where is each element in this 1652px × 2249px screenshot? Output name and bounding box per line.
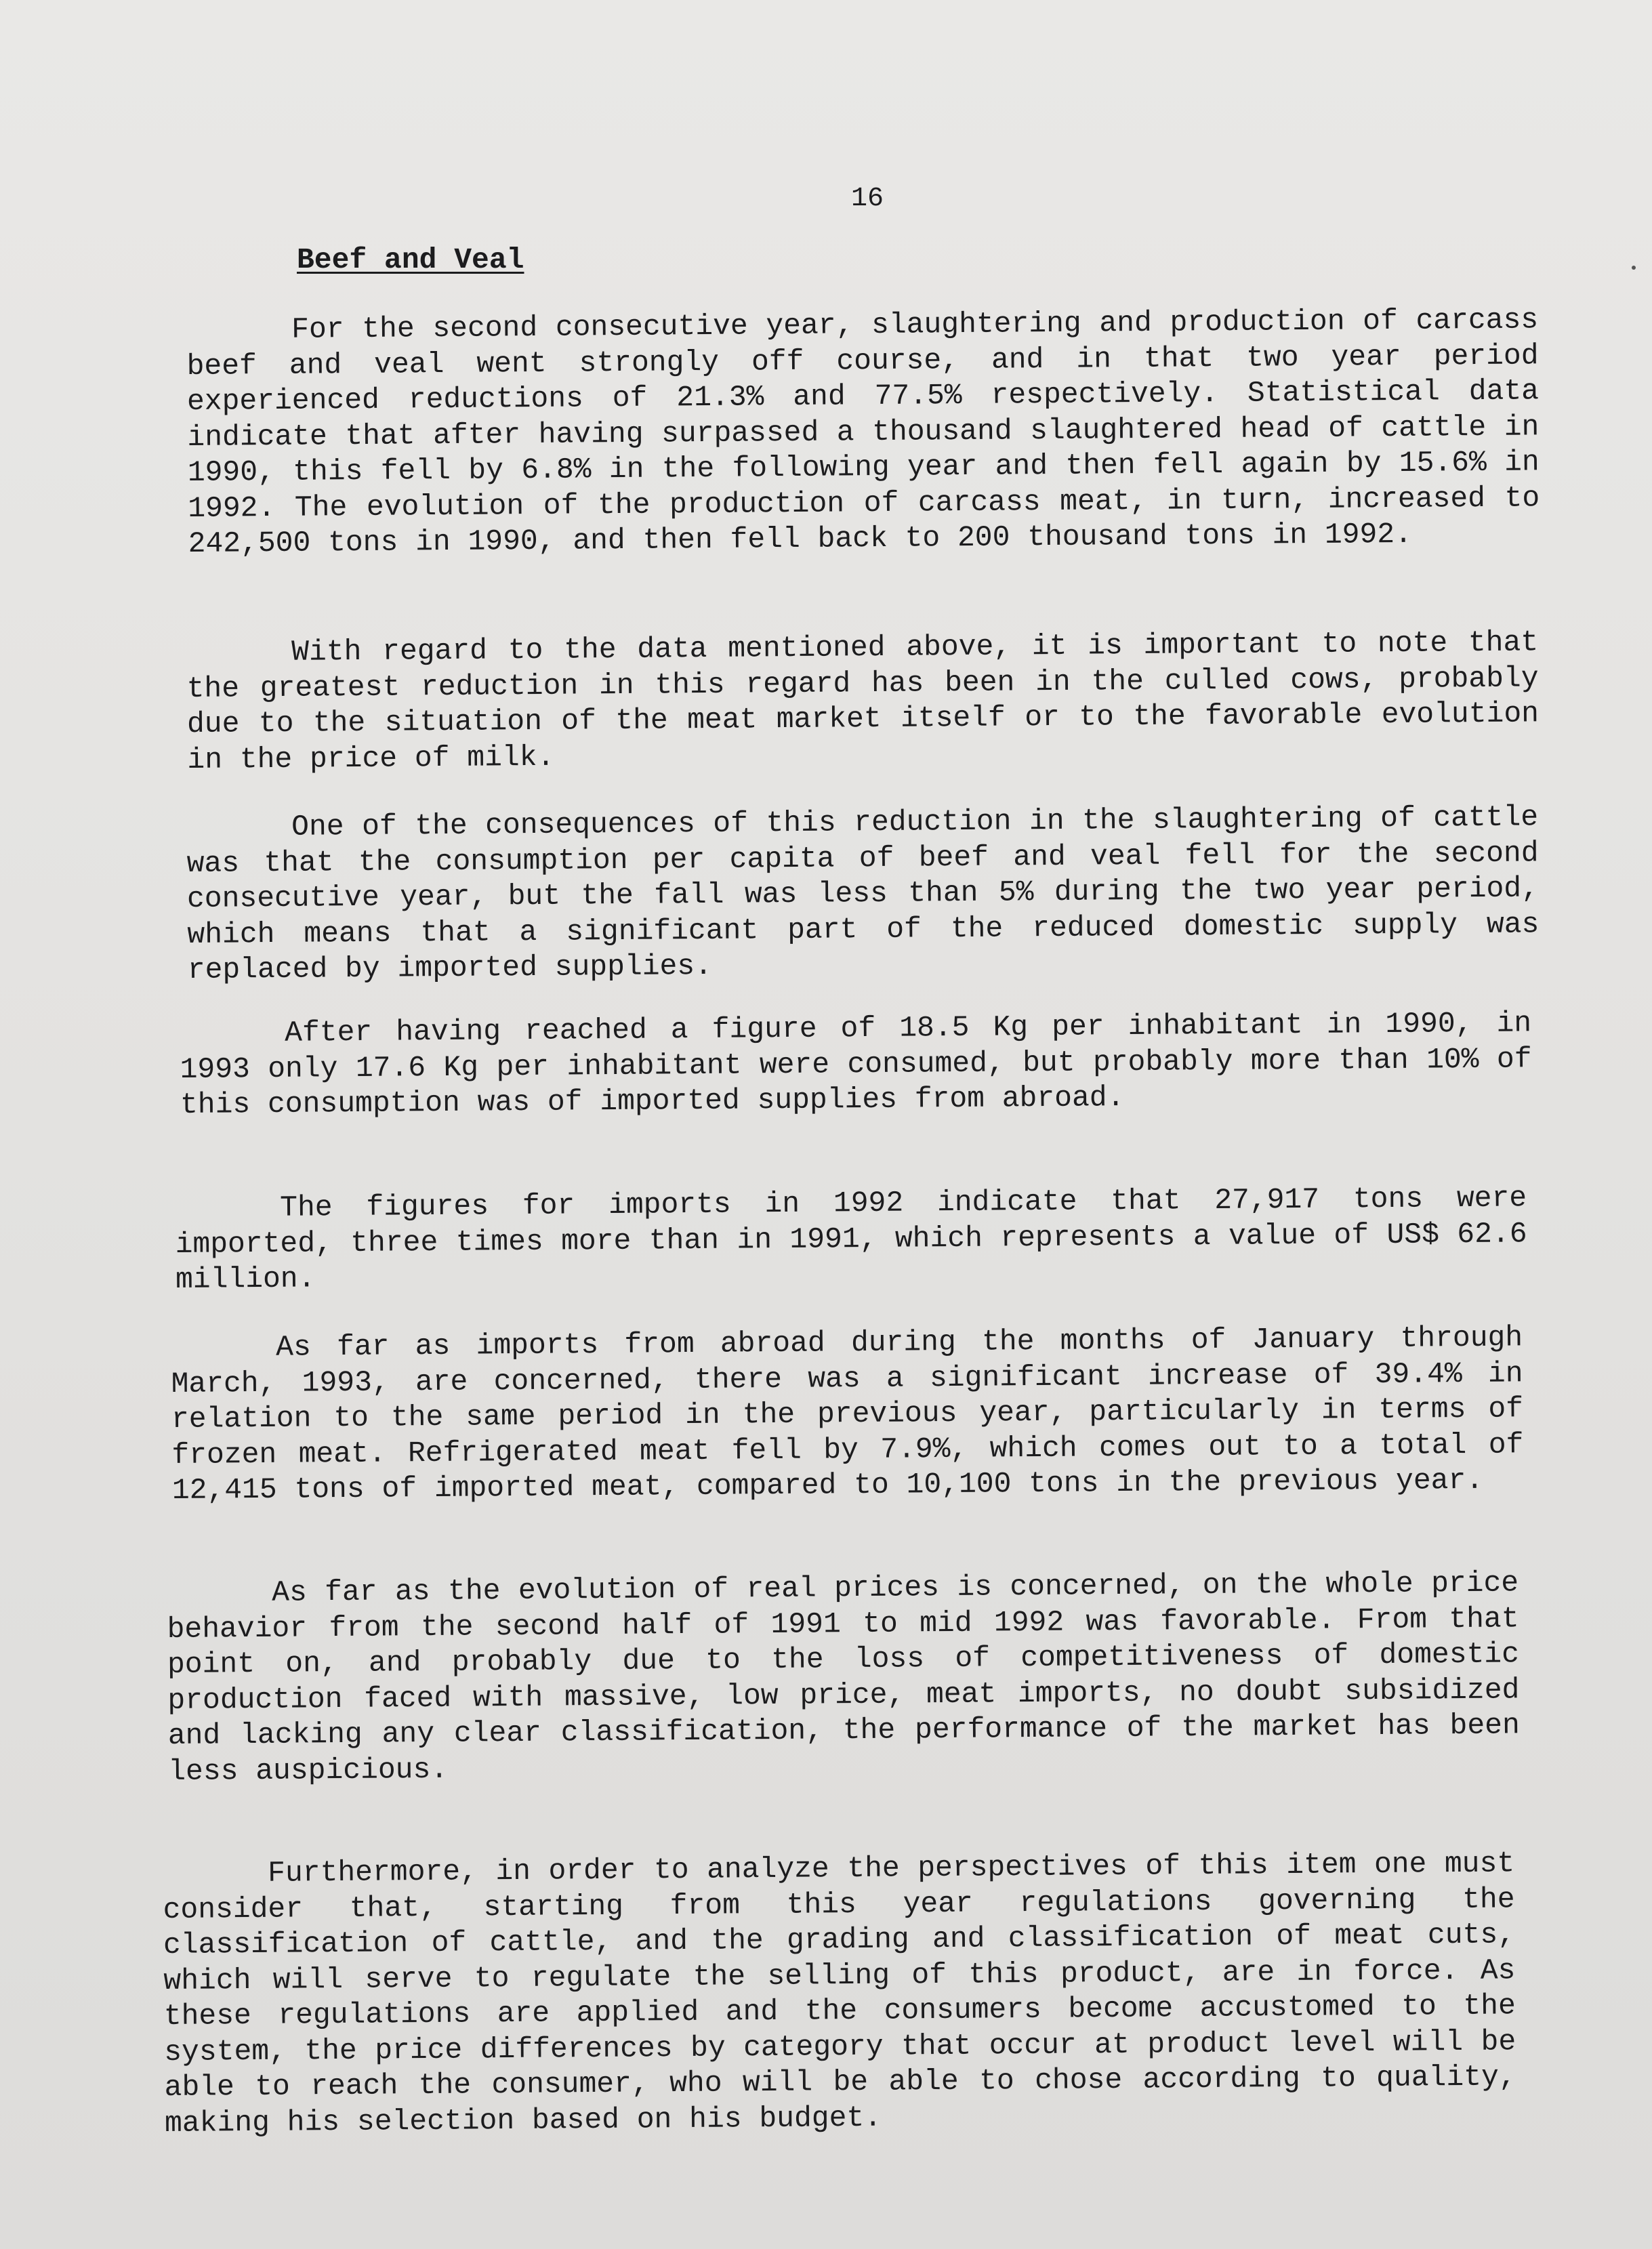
paragraph-real-prices: As far as the evolution of real prices is concerned, on the whole price behavior from the second half of 1991 to mid 1992 was favorable. From that point on, and probably due to the loss of competitiveness of domestic production faced with massive, low price, meat imports, no doubt subsidized and lacking any clear classification, the performance of the market has been less auspicious. <box>167 1566 1520 1788</box>
paragraph-imports-1993: As far as imports from abroad during the months of January through March, 1993, are concerned, there was a significant increase of 39.4% in relation to the same period in the previous year, particularly in terms of frozen meat. Refrigerated meat fell by 7.9%, which comes out to a total of 12,415 tons of imported meat, compared to 10,100 tons in the previous year. <box>171 1321 1524 1507</box>
paragraph-consumption: One of the consequences of this reduction in the slaughtering of cattle was that the consumption per capita of beef and veal fell for the second consecutive year, but the fall was less than 5% during the two year period, which means that a significant part of the reduced domestic supply was replaced by imported supplies. <box>186 800 1540 987</box>
paragraph-culled-cows: With regard to the data mentioned above, it is important to note that the greatest reduction in this regard has been in the culled cows, probably due to the situation of the meat market itself or to the favorable evolution in the price of milk. <box>186 625 1540 777</box>
page-number: 16 <box>851 184 884 214</box>
paragraph-regulations: Furthermore, in order to analyze the perspectives of this item one must consider that, starting from this year regulations governing the classification of cattle, and the grading and classification of meat cuts, which will serve to regulate the selling of this product, are in force. As these regulations are applied and the consumers become accustomed to the system, the price differences by category that occur at product level will be able to reach the consumer, who will be able to chose according to quality, making his selection based on his budget. <box>163 1846 1516 2140</box>
paragraph-production: For the second consecutive year, slaughtering and production of carcass beef and veal went strongly off course, and in that two year period experienced reductions of 21.3% and 77.5% respectively. Statistical data indicate that after having surpassed a thousand slaughtered head of cattle in 1990, this fell by 6.8% in the following year and then fell again by 15.6% in 1992. The evolution of the production of carcass meat, in turn, increased to 242,500 tons in 1990, and then fell back to 200 thousand tons in 1992. <box>186 303 1540 560</box>
stray-mark <box>1632 266 1636 270</box>
paragraph-per-inhabitant: After having reached a figure of 18.5 Kg per inhabitant in 1990, in 1993 only 17.6 Kg per inhabitant were consumed, but probably more than 10% of this consumption was of imported supplies from abroad. <box>180 1006 1532 1121</box>
paragraph-imports-1992: The figures for imports in 1992 indicate that 27,917 tons were imported, three times more than in 1991, which represents a value of US$ 62.6 million. <box>175 1181 1527 1296</box>
section-heading: Beef and Veal <box>297 243 524 276</box>
